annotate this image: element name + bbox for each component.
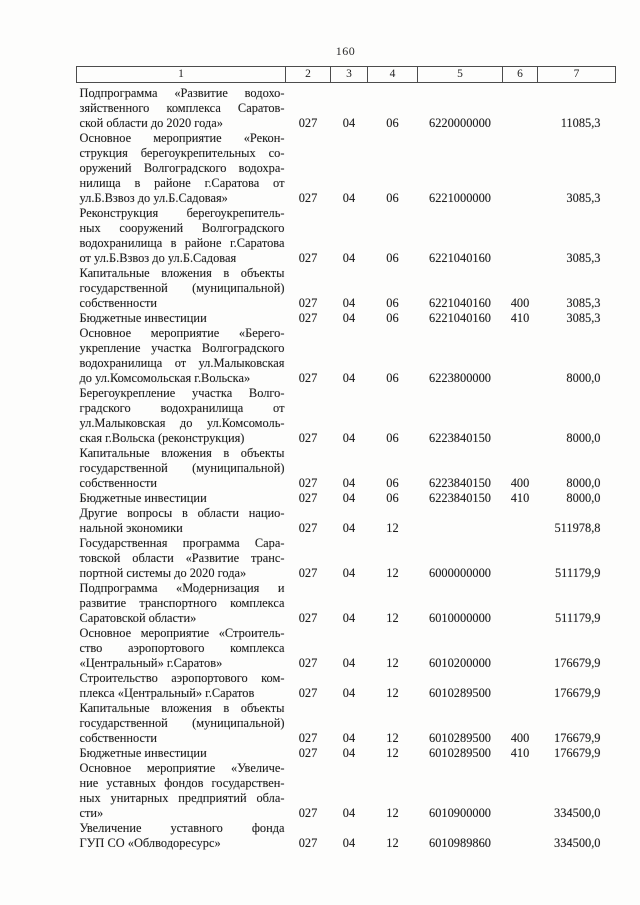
cell-amount: 3085,3 (566, 311, 601, 325)
row-program-name (77, 131, 286, 206)
program-name-line: портной системы до 2020 года» (79, 566, 247, 580)
cell-ministry-code: 027 (298, 371, 318, 385)
cell-amount: 8000,0 (566, 431, 601, 445)
page-number: 160 (335, 44, 356, 58)
row-program-name (77, 491, 286, 506)
cell-target-article: 6010289500 (429, 686, 491, 700)
cell-ministry-code: 027 (298, 656, 318, 670)
table-row (77, 761, 616, 821)
cell-subsection-code: 06 (386, 491, 399, 505)
program-name-line: Основное мероприятие «Увеличе- (79, 761, 285, 775)
cell-section-code: 04 (342, 251, 356, 265)
cell-expense-type (503, 506, 538, 536)
cell-ministry-code: 027 (298, 686, 318, 700)
cell-amount: 334500,0 (554, 836, 601, 850)
program-name-line: от ул.Б.Взвоз до ул.Б.Садовая (79, 251, 237, 265)
cell-expense-type (503, 581, 538, 626)
row-program-name (77, 446, 286, 491)
cell-amount: 511978,8 (554, 521, 601, 535)
cell-section-code: 04 (342, 836, 356, 850)
cell-ministry-code: 027 (298, 566, 318, 580)
table-row (77, 626, 616, 671)
program-name-line: ская г.Вольска (реконструкция) (79, 431, 245, 445)
program-name-line: государственной (муниципальной) (79, 716, 285, 730)
cell-section-code: 04 (342, 116, 356, 130)
table-body (77, 83, 616, 852)
cell-target-article: 6223840150 (429, 476, 491, 490)
cell-ministry-code: 027 (298, 731, 318, 745)
program-name-line: Государственная программа Сара- (79, 536, 285, 550)
program-name-line: ство аэропортового комплекса (79, 641, 285, 655)
table-row (77, 386, 616, 446)
program-name-line: Капитальные вложения в объекты (79, 266, 285, 280)
table-row (77, 536, 616, 581)
program-name-line: сти» (79, 806, 104, 820)
program-name-line: Основное мероприятие «Рекон- (79, 131, 285, 145)
cell-subsection-code: 12 (386, 731, 399, 745)
cell-expense-type: 400 (510, 731, 530, 745)
table-row (77, 131, 616, 206)
row-program-name (77, 266, 286, 311)
cell-expense-type (503, 626, 538, 671)
column-header-6: 6 (503, 67, 538, 83)
cell-amount: 511179,9 (554, 611, 601, 625)
program-name-line: государственной (муниципальной) (79, 281, 285, 295)
program-name-line: оружений Волгоградского водохра- (79, 161, 285, 175)
program-name-line: Бюджетные инвестиции (79, 311, 207, 325)
cell-section-code: 04 (342, 476, 356, 490)
cell-section-code: 04 (342, 371, 356, 385)
table-row (77, 746, 616, 761)
row-program-name (77, 326, 286, 386)
cell-section-code: 04 (342, 566, 356, 580)
program-name-line: Берегоукрепление участка Волго- (79, 386, 285, 400)
program-name-line: Капитальные вложения в объекты (79, 701, 285, 715)
cell-target-article: 6221040160 (429, 296, 491, 310)
program-name-line: Бюджетные инвестиции (79, 491, 207, 505)
cell-subsection-code: 06 (386, 311, 399, 325)
program-name-line: Подпрограмма «Модернизация и (79, 581, 285, 595)
row-program-name (77, 506, 286, 536)
cell-subsection-code: 06 (386, 371, 399, 385)
cell-ministry-code: 027 (298, 476, 318, 490)
cell-target-article: 6221040160 (429, 311, 491, 325)
cell-amount: 3085,3 (566, 296, 601, 310)
program-name-line: нилища в районе г.Саратова от (79, 176, 285, 190)
program-name-line: ул.Б.Взвоз до ул.Б.Садовая» (79, 191, 228, 205)
program-name-line: ных сооружений Волгоградского (79, 221, 285, 235)
cell-section-code: 04 (342, 431, 356, 445)
table-row (77, 701, 616, 746)
program-name-line: плекса «Центральный» г.Саратов (79, 686, 255, 700)
column-header-1: 1 (77, 67, 286, 83)
cell-section-code: 04 (342, 686, 356, 700)
program-name-line: Строительство аэропортового ком- (79, 671, 285, 685)
table-row (77, 506, 616, 536)
program-name-line: ние уставных фондов государствен- (79, 776, 285, 790)
row-program-name (77, 746, 286, 761)
cell-target-article: 6221000000 (429, 191, 491, 205)
row-program-name (77, 701, 286, 746)
cell-amount: 176679,9 (554, 731, 601, 745)
cell-amount: 3085,3 (566, 191, 601, 205)
cell-target-article: 6010989860 (429, 836, 491, 850)
cell-target-article: 6223800000 (429, 371, 491, 385)
cell-expense-type: 410 (510, 491, 530, 505)
cell-subsection-code: 06 (386, 116, 399, 130)
cell-subsection-code: 06 (386, 431, 399, 445)
cell-expense-type (503, 536, 538, 581)
cell-amount: 511179,9 (554, 566, 601, 580)
cell-target-article: 6010289500 (429, 731, 491, 745)
cell-ministry-code: 027 (298, 746, 318, 760)
cell-expense-type (503, 671, 538, 701)
program-name-line: Саратовской области» (79, 611, 197, 625)
table-row (77, 491, 616, 506)
cell-target-article: 6000000000 (429, 566, 491, 580)
cell-subsection-code: 06 (386, 296, 399, 310)
table-row (77, 326, 616, 386)
program-name-line: водохранилища от ул.Малыковская (79, 356, 285, 370)
cell-expense-type: 410 (510, 746, 530, 760)
row-program-name (77, 536, 286, 581)
cell-target-article: 6010000000 (429, 611, 491, 625)
row-program-name (77, 386, 286, 446)
budget-table (76, 66, 616, 851)
program-name-line: «Центральный» г.Саратов» (79, 656, 223, 670)
table-row (77, 446, 616, 491)
cell-section-code: 04 (342, 806, 356, 820)
cell-amount: 11085,3 (560, 116, 601, 130)
cell-amount: 176679,9 (554, 656, 601, 670)
cell-subsection-code: 12 (386, 836, 399, 850)
row-program-name (77, 761, 286, 821)
cell-ministry-code: 027 (298, 611, 318, 625)
row-program-name (77, 83, 286, 132)
program-name-line: водохранилища в районе г.Саратова (79, 236, 285, 250)
program-name-line: Другие вопросы в области нацио- (79, 506, 285, 520)
cell-subsection-code: 12 (386, 611, 399, 625)
table-row (77, 821, 616, 851)
cell-section-code: 04 (342, 491, 356, 505)
cell-ministry-code: 027 (298, 311, 318, 325)
cell-subsection-code: 12 (386, 746, 399, 760)
program-name-line: товской области «Развитие транс- (79, 551, 285, 565)
program-name-line: ул.Малыковская до ул.Комсомоль- (79, 416, 285, 430)
cell-expense-type: 400 (510, 476, 530, 490)
row-program-name (77, 581, 286, 626)
cell-ministry-code: 027 (298, 806, 318, 820)
cell-subsection-code: 12 (386, 566, 399, 580)
program-name-line: Увеличение уставного фонда (79, 821, 285, 835)
cell-section-code: 04 (342, 191, 356, 205)
table-row (77, 266, 616, 311)
program-name-line: Подпрограмма «Развитие водохо- (79, 86, 285, 100)
row-program-name (77, 206, 286, 266)
cell-subsection-code: 12 (386, 521, 399, 535)
row-program-name (77, 671, 286, 701)
cell-amount: 176679,9 (554, 686, 601, 700)
table-header-row (77, 67, 616, 83)
table-row (77, 311, 616, 326)
cell-ministry-code: 027 (298, 836, 318, 850)
program-name-line: собственности (79, 296, 158, 310)
cell-subsection-code: 12 (386, 686, 399, 700)
column-header-5: 5 (418, 67, 503, 83)
cell-ministry-code: 027 (298, 191, 318, 205)
program-name-line: нальной экономики (79, 521, 183, 535)
column-header-7: 7 (538, 67, 616, 83)
cell-section-code: 04 (342, 521, 356, 535)
cell-expense-type (503, 131, 538, 206)
row-program-name (77, 626, 286, 671)
cell-target-article (418, 506, 503, 536)
program-name-line: Основное мероприятие «Строитель- (79, 626, 285, 640)
program-name-line: зяйственного комплекса Саратов- (79, 101, 285, 115)
program-name-line: ных унитарных предприятий обла- (79, 791, 285, 805)
program-name-line: развитие транспортного комплекса (79, 596, 285, 610)
program-name-line: государственной (муниципальной) (79, 461, 285, 475)
cell-expense-type: 400 (510, 296, 530, 310)
cell-ministry-code: 027 (298, 116, 318, 130)
cell-expense-type (503, 821, 538, 851)
cell-ministry-code: 027 (298, 296, 318, 310)
program-name-line: ГУП СО «Облводоресурс» (79, 836, 221, 850)
cell-amount: 8000,0 (566, 371, 601, 385)
cell-expense-type (503, 206, 538, 266)
column-header-2: 2 (286, 67, 331, 83)
table-row (77, 83, 616, 132)
program-name-line: до ул.Комсомольская г.Вольска» (79, 371, 251, 385)
cell-subsection-code: 12 (386, 656, 399, 670)
cell-expense-type (503, 326, 538, 386)
column-header-3: 3 (331, 67, 368, 83)
row-program-name (77, 311, 286, 326)
cell-ministry-code: 027 (298, 251, 318, 265)
cell-target-article: 6010200000 (429, 656, 491, 670)
program-name-line: Реконструкция берегоукрепитель- (79, 206, 285, 220)
cell-ministry-code: 027 (298, 431, 318, 445)
cell-amount: 176679,9 (554, 746, 601, 760)
table-row (77, 206, 616, 266)
program-name-line: ской области до 2020 года» (79, 116, 223, 130)
cell-amount: 334500,0 (554, 806, 601, 820)
program-name-line: укрепление участка Волгоградского (79, 341, 285, 355)
cell-subsection-code: 12 (386, 806, 399, 820)
cell-target-article: 6010900000 (429, 806, 491, 820)
cell-section-code: 04 (342, 311, 356, 325)
cell-ministry-code: 027 (298, 521, 318, 535)
table-row (77, 581, 616, 626)
program-name-line: Бюджетные инвестиции (79, 746, 207, 760)
program-name-line: градского водохранилища от (79, 401, 285, 415)
program-name-line: Основное мероприятие «Берего- (79, 326, 285, 340)
table-row (77, 671, 616, 701)
cell-subsection-code: 06 (386, 251, 399, 265)
cell-section-code: 04 (342, 296, 356, 310)
program-name-line: собственности (79, 731, 158, 745)
cell-subsection-code: 06 (386, 476, 399, 490)
cell-amount: 8000,0 (566, 491, 601, 505)
cell-section-code: 04 (342, 611, 356, 625)
program-name-line: собственности (79, 476, 158, 490)
cell-target-article: 6223840150 (429, 431, 491, 445)
cell-subsection-code: 06 (386, 191, 399, 205)
cell-target-article: 6221040160 (429, 251, 491, 265)
cell-amount: 3085,3 (566, 251, 601, 265)
cell-expense-type (503, 386, 538, 446)
cell-expense-type (503, 83, 538, 132)
program-name-line: струкция берегоукрепительных со- (79, 146, 285, 160)
cell-target-article: 6010289500 (429, 746, 491, 760)
cell-target-article: 6220000000 (429, 116, 491, 130)
cell-section-code: 04 (342, 731, 356, 745)
cell-target-article: 6223840150 (429, 491, 491, 505)
column-header-4: 4 (368, 67, 418, 83)
cell-expense-type: 410 (510, 311, 530, 325)
cell-amount: 8000,0 (566, 476, 601, 490)
program-name-line: Капитальные вложения в объекты (79, 446, 285, 460)
cell-section-code: 04 (342, 746, 356, 760)
cell-ministry-code: 027 (298, 491, 318, 505)
row-program-name (77, 821, 286, 851)
cell-expense-type (503, 761, 538, 821)
cell-section-code: 04 (342, 656, 356, 670)
